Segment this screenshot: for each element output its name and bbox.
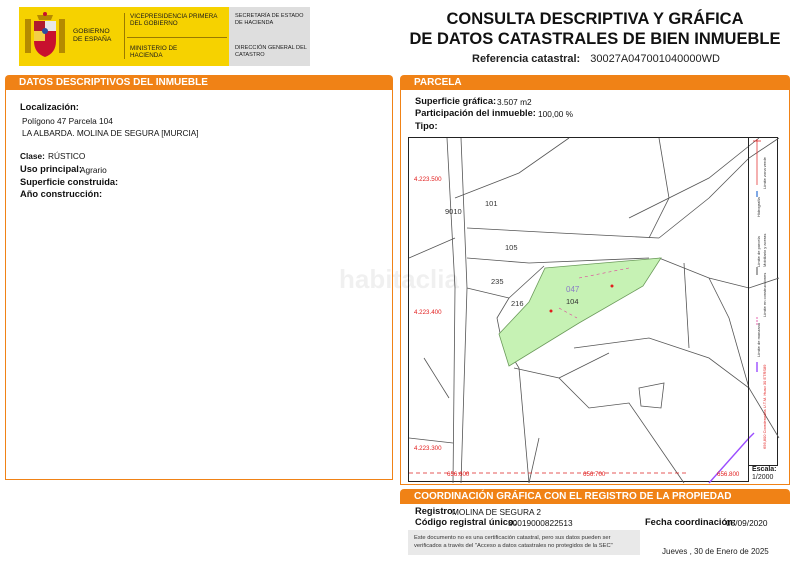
x-coord-3: 656.800: [717, 471, 740, 478]
page-title-line1: CONSULTA DESCRIPTIVA Y GRÁFICA: [446, 10, 744, 28]
parcela-section-header: PARCELA: [400, 75, 790, 90]
registro-value: MOLINA DE SEGURA 2: [452, 507, 541, 517]
logo-divider: [124, 13, 125, 59]
legend-construcciones: Límite en construcciones: [762, 272, 767, 317]
government-logo: [19, 7, 310, 66]
parcel-label-235: 235: [491, 277, 504, 286]
y-coord-2: 4.223.400: [414, 309, 442, 316]
codigo-registral-value: 30019000822513: [508, 518, 573, 528]
coat-of-arms-icon: [23, 11, 67, 61]
legend-drawing: [749, 137, 779, 465]
uso-value: Agrario: [80, 165, 107, 175]
scale-value: 1/2000: [752, 474, 774, 481]
registro-label: Registro:: [415, 506, 456, 516]
referencia-label: Referencia catastral:: [472, 53, 581, 65]
parcel-104-area: [499, 258, 661, 366]
parcel-label-101: 101: [485, 199, 498, 208]
uso-label: Uso principal:: [20, 164, 82, 174]
x-coord-1: 656.600: [447, 471, 470, 478]
map-legend: [748, 137, 778, 465]
disclaimer-line1: Este documento no es una certificación catastral, pero sus datos pueden ser: [414, 535, 611, 541]
page-title-line2: DE DATOS CATASTRALES DE BIEN INMUEBLE: [409, 30, 781, 48]
datos-panel: [5, 90, 393, 480]
clase-value: RÚSTICO: [48, 151, 86, 161]
parcel-label-216: 216: [511, 299, 524, 308]
anio-construccion-label: Año construcción:: [20, 189, 103, 199]
map-drawing: [339, 138, 779, 483]
scale-label: Escala:: [752, 466, 777, 473]
parcel-label-105: 105: [505, 243, 518, 252]
localizacion-label: Localización:: [20, 102, 79, 112]
direccion-text: DIRECCIÓN GENERAL DEL CATASTRO: [235, 45, 307, 58]
legend-zona-verde: Límite zona verde: [762, 157, 767, 189]
localizacion-line2: LA ALBARDA. MOLINA DE SEGURA [MURCIA]: [22, 128, 199, 138]
localizacion-line1: Polígono 47 Parcela 104: [22, 116, 113, 126]
legend-hidrografia: Hidrografía: [756, 197, 761, 217]
disclaimer-note: [408, 530, 640, 555]
gobierno-text: GOBIERNO DE ESPAÑA: [73, 28, 112, 43]
clase-label: Clase:: [20, 151, 45, 161]
tipo-label: Tipo:: [415, 121, 438, 131]
y-coord-1: 4.223.500: [414, 176, 442, 183]
secretaria-text: SECRETARÍA DE ESTADO DE HACIENDA: [235, 13, 304, 26]
referencia-catastral: [472, 53, 720, 65]
x-coord-2: 656.700: [583, 471, 606, 478]
document-date: Jueves , 30 de Enero de 2025: [662, 547, 769, 556]
legend-manzana: Límite de manzana: [756, 322, 761, 357]
legend-limite-parcela: Límite de parcela: [756, 236, 761, 267]
disclaimer-line2: verificados a través del "Acceso a datos catastrales no protegidos de la SEC": [414, 543, 613, 549]
cadastral-map[interactable]: [339, 137, 778, 482]
fecha-coordinacion-label: Fecha coordinación:: [645, 517, 736, 527]
watermark: habitaclia: [339, 264, 459, 294]
y-coord-3: 4.223.300: [414, 445, 442, 452]
legend-mobiliario: Mobiliario y aceras: [762, 233, 767, 267]
parcel-label-9010: 9010: [445, 207, 462, 216]
logo-divider: [127, 37, 227, 38]
superficie-grafica-value: 3.507 m2: [497, 97, 532, 107]
superficie-grafica-label: Superficie gráfica:: [415, 96, 497, 106]
vicepresidencia-text: VICEPRESIDENCIA PRIMERA DEL GOBIERNO: [130, 13, 218, 28]
registro-section-header: COORDINACIÓN GRÁFICA CON EL REGISTRO DE LA PROPIEDAD: [400, 489, 790, 504]
legend-crs: 656,800 Coordenadas U.T.M. Huso 30 ETRS89: [762, 364, 767, 449]
map-scale: [748, 465, 778, 482]
participacion-label: Participación del inmueble:: [415, 108, 536, 118]
codigo-registral-label: Código registral único:: [415, 517, 517, 527]
participacion-value: 100,00 %: [538, 109, 574, 119]
fecha-coordinacion-value: 08/09/2020: [726, 518, 768, 528]
datos-section-header: DATOS DESCRIPTIVOS DEL INMUEBLE: [5, 75, 393, 90]
polygon-label: 047: [566, 285, 580, 294]
ministerio-text: MINISTERIO DE HACIENDA: [130, 45, 178, 60]
referencia-value: 30027A047001040000WD: [590, 53, 720, 65]
parcel-label-104: 104: [566, 297, 579, 306]
superficie-construida-label: Superficie construida:: [20, 177, 119, 187]
